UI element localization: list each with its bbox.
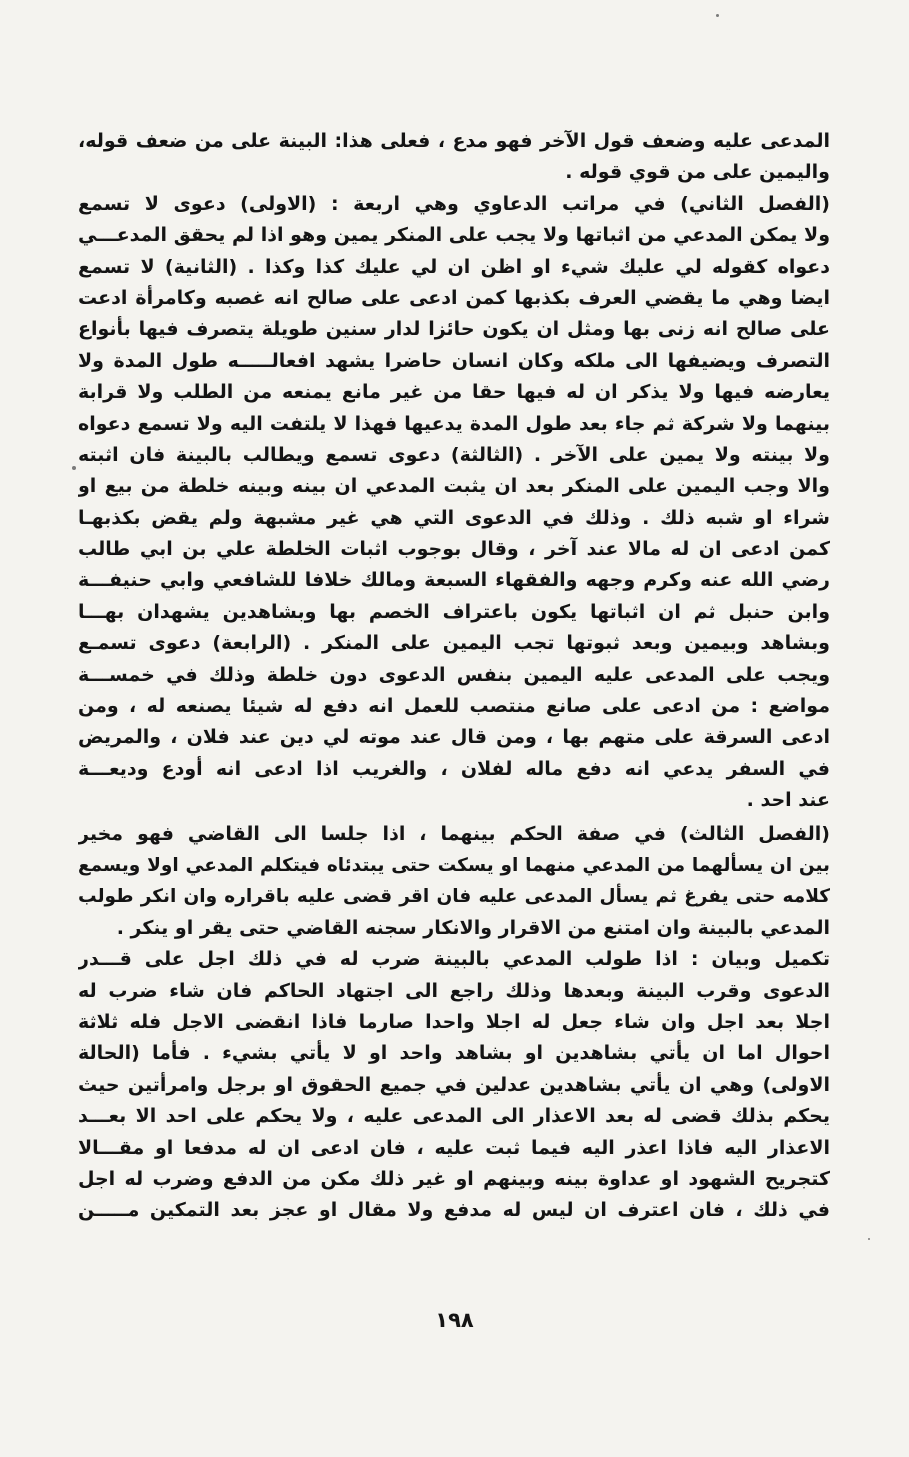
text-line: وبشاهد وبيمين وبعد ثبوتها تجب اليمين على المنكر . (الرابعة) دعوى تسمـع	[78, 632, 830, 655]
text-line: الاعذار اليه فاذا اعذر اليه فيما ثبت عليه ، فان ادعى ان له مدفعا او مقـــالا	[78, 1136, 830, 1159]
text-line: واليمين على من قوي قوله .	[565, 161, 830, 184]
text-line: اجلا بعد اجل وان شاء جعل له اجلا واحدا صارما فاذا انقضى الاجل فله ثلاثة	[78, 1010, 830, 1033]
text-line: تكميل وبيان : اذا طولب المدعي بالبينة ضرب له في ذلك اجل على قـــدر	[78, 948, 830, 971]
text-line: كلامه حتى يفرغ ثم يسأل المدعى عليه فان اقر قضى عليه باقراره وان انكر طولب	[78, 886, 830, 908]
text-line: (الفصل الثاني) في مراتب الدعاوي وهي اربعة : (الاولى) دعوى لا تسمع	[78, 192, 830, 215]
scan-speck	[72, 466, 76, 470]
text-line: كمن ادعى ان له مالا عند آخر ، وقال بوجوب اثبات الخلطة علي بن ابي طالب	[78, 538, 830, 561]
body-text	[78, 126, 830, 1227]
text-line: شراء او شبه ذلك . وذلك في الدعوى التي هي غير مشبهة ولم يقض بكذبهـا	[78, 506, 830, 529]
scan-speck	[868, 1238, 870, 1240]
text-line: المدعى عليه وضعف قول الآخر فهو مدع ، فعلى هذا: البينة على من ضعف قوله،	[78, 130, 830, 152]
text-line: عند احد .	[746, 789, 830, 812]
text-line: في ذلك ، فان اعترف ان ليس له مدفع ولا مقال او عجز بعد التمكين مـــــن	[78, 1199, 830, 1222]
text-line: (الفصل الثالث) في صفة الحكم بينهما ، اذا جلسا الى القاضي فهو مخير	[78, 822, 830, 845]
text-line: الاولى) وهي ان يأتي بشاهدين عدلين في جميع الحقوق او برجل وامرأتين حيث	[78, 1073, 830, 1096]
text-line: بينهما ولا شركة ثم جاء بعد طول المدة يدعيها فهذا لا يلتفت اليه ولا تسمع دعواه	[78, 412, 830, 435]
text-line: ولا يمكن المدعي من اثباتها ولا يجب على المنكر يمين وهو اذا لم يحقق المدعـــي	[78, 224, 830, 247]
page-number: ١٩٨	[435, 1308, 474, 1332]
text-line: في السفر يدعي انه دفع ماله لفلان ، والغريب اذا ادعى انه أودع وديعـــة	[78, 757, 830, 780]
text-line: الدعوى وقرب البينة وبعدها وذلك راجع الى اجتهاد الحاكم فان شاء ضرب له	[78, 979, 830, 1002]
text-line: مواضع : من ادعى على صانع منتصب للعمل انه دفع له شيئا يصنعه له ، ومن	[78, 695, 830, 718]
text-line: ولا بينته ولا يمين على الآخر . (الثالثة) دعوى تسمع ويطالب بالبينة فان اثبته	[78, 443, 830, 466]
text-line: يعارضه فيها ولا يذكر ان له فيها حقا من غير مانع يمنعه من الطلب ولا قرابة	[78, 381, 830, 404]
text-line: ايضا وهي ما يقضي العرف بكذبها كمن ادعى على صالح انه غصبه وكامرأة ادعت	[78, 286, 830, 309]
text-line: على صالح انه زنى بها ومثل ان يكون حائزا لدار سنين طويلة يتصرف فيها بأنواع	[78, 318, 830, 341]
text-line: المدعي بالبينة وان امتنع من الاقرار والانكار سجنه القاضي حتى يقر او ينكر .	[116, 916, 830, 939]
text-line: وابن حنبل ثم ان اثباتها يكون باعتراف الخصم بها وبشاهدين يشهدان بهـــا	[78, 600, 830, 623]
text-line: كتجريح الشهود او عداوة بينه وبينهم او غير ذلك مكن من الدفع وضرب له اجل	[78, 1167, 830, 1190]
text-line: رضي الله عنه وكرم وجهه والفقهاء السبعة ومالك خلافا للشافعي وابي حنيفـــة	[78, 569, 830, 592]
text-line: يحكم بذلك قضى له بعد الاعذار الى المدعى عليه ، ولا يحكم على احد الا بعـــد	[78, 1105, 830, 1128]
text-line: ويجب على المدعى عليه اليمين بنفس الدعوى دون خلطة وذلك في خمســـة	[78, 663, 830, 686]
text-line: ادعى السرقة على متهم بها ، ومن قال عند موته لي دين عند فلان ، والمريض	[78, 726, 830, 749]
text-line: دعواه كقوله لي عليك شيء او اظن ان لي عليك كذا وكذا . (الثانية) لا تسمع	[78, 255, 830, 278]
scan-speck	[716, 14, 719, 17]
text-line: والا وجب اليمين على المنكر بعد ان يثبت المدعي ان بينه وبينه خلطة من بيع او	[78, 475, 830, 498]
text-line: احوال اما ان يأتي بشاهدين او بشاهد واحد او لا يأتي بشيء . فأما (الحالة	[78, 1042, 830, 1065]
text-line: التصرف ويضيفها الى ملكه وكان انسان حاضرا يشهد افعالـــــه طول المدة ولا	[78, 349, 830, 372]
text-line: بين ان يسألهما من المدعي منهما او يسكت حتى يبتدئاه فيتكلم المدعي اولا ويسمع	[78, 854, 830, 876]
